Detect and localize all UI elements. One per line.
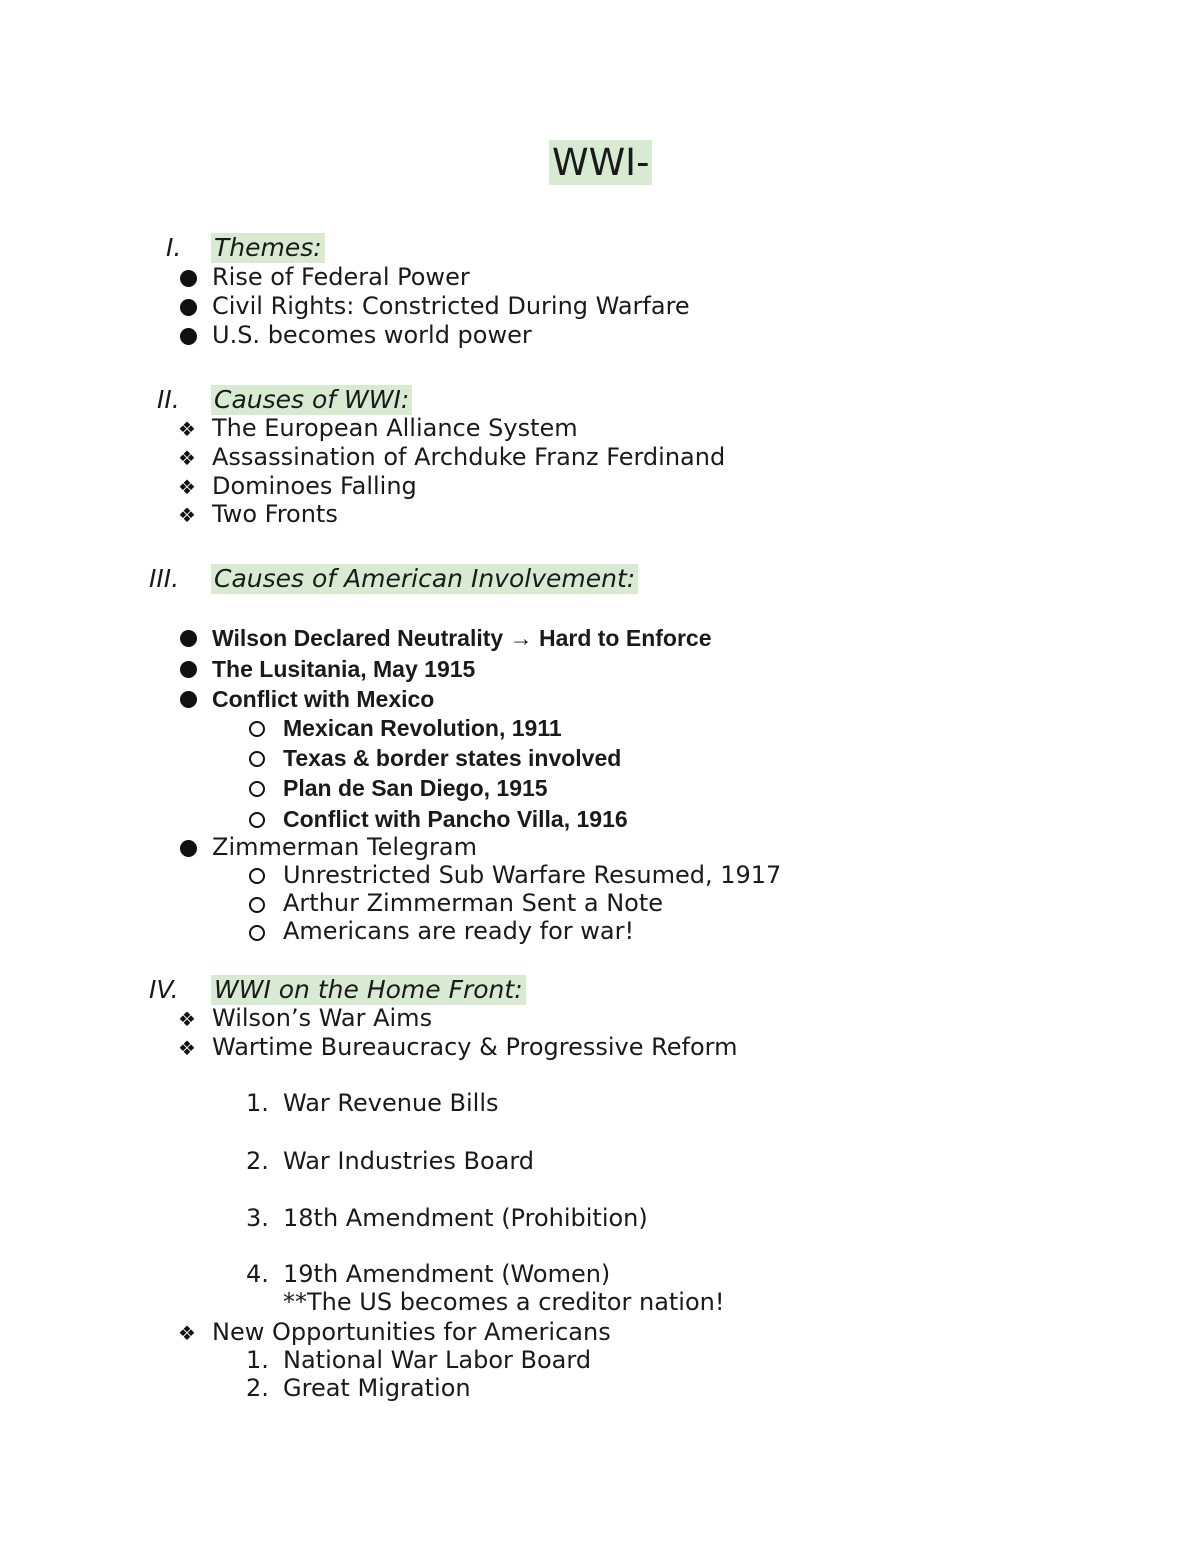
section-numeral: II. <box>157 385 180 414</box>
sub-list-item: Plan de San Diego, 1915 <box>283 775 548 801</box>
bullet-circle-icon <box>249 781 265 797</box>
bullet-disc-icon <box>180 661 197 678</box>
bullet-circle-icon <box>249 721 265 737</box>
list-item: Rise of Federal Power <box>212 263 470 291</box>
list-item: U.S. becomes world power <box>212 321 532 349</box>
bullet-disc-icon <box>180 630 197 647</box>
bullet-disc-icon <box>180 299 197 316</box>
section-heading: Themes: <box>211 233 325 263</box>
sub-list-item: Unrestricted Sub Warfare Resumed, 1917 <box>283 861 782 889</box>
bullet-circle-icon <box>249 812 265 828</box>
bullet-disc-icon <box>180 270 197 287</box>
numbered-item: Great Migration <box>283 1374 471 1402</box>
diamond-bullet-icon: ❖ <box>178 503 196 527</box>
section-numeral: IV. <box>149 975 179 1004</box>
list-item: Dominoes Falling <box>212 472 417 500</box>
list-number: 2. <box>246 1374 269 1402</box>
list-item: Zimmerman Telegram <box>212 833 477 861</box>
list-number: 1. <box>246 1089 269 1117</box>
bullet-disc-icon <box>180 691 197 708</box>
list-number: 3. <box>246 1204 269 1232</box>
list-number: 4. <box>246 1260 269 1288</box>
numbered-item: 19th Amendment (Women) <box>283 1260 611 1288</box>
bullet-circle-icon <box>249 868 265 884</box>
sub-list-item: Conflict with Pancho Villa, 1916 <box>283 806 628 832</box>
sub-list-item: Americans are ready for war! <box>283 917 635 945</box>
bullet-disc-icon <box>180 840 197 857</box>
diamond-bullet-icon: ❖ <box>178 1007 196 1031</box>
list-item: Conflict with Mexico <box>212 686 435 712</box>
list-item: Wilson’s War Aims <box>212 1004 433 1032</box>
bullet-circle-icon <box>249 925 265 941</box>
bullet-circle-icon <box>249 751 265 767</box>
diamond-bullet-icon: ❖ <box>178 417 196 441</box>
numbered-item: 18th Amendment (Prohibition) <box>283 1204 648 1232</box>
list-item: Two Fronts <box>212 500 338 528</box>
numbered-item: War Revenue Bills <box>283 1089 499 1117</box>
section-heading: Causes of American Involvement: <box>211 564 638 594</box>
sub-list-item: Arthur Zimmerman Sent a Note <box>283 889 664 917</box>
sub-list-item: Texas & border states involved <box>283 745 622 771</box>
numbered-item: War Industries Board <box>283 1147 535 1175</box>
section-numeral: III. <box>149 564 180 593</box>
list-item: New Opportunities for Americans <box>212 1318 611 1346</box>
list-item: Wartime Bureaucracy & Progressive Reform <box>212 1033 738 1061</box>
list-item: Civil Rights: Constricted During Warfare <box>212 292 690 320</box>
section-numeral: I. <box>166 233 182 262</box>
section-heading: Causes of WWI: <box>211 385 412 415</box>
list-item: The European Alliance System <box>212 414 578 442</box>
sub-list-item: Mexican Revolution, 1911 <box>283 715 562 741</box>
diamond-bullet-icon: ❖ <box>178 475 196 499</box>
bullet-disc-icon <box>180 328 197 345</box>
diamond-bullet-icon: ❖ <box>178 1321 196 1345</box>
numbered-item: National War Labor Board <box>283 1346 592 1374</box>
list-item: The Lusitania, May 1915 <box>212 656 476 682</box>
note-text: **The US becomes a creditor nation! <box>283 1288 725 1316</box>
list-item: Assassination of Archduke Franz Ferdinand <box>212 443 726 471</box>
bullet-circle-icon <box>249 897 265 913</box>
diamond-bullet-icon: ❖ <box>178 446 196 470</box>
list-item: Wilson Declared Neutrality → Hard to Enforce <box>212 625 712 651</box>
page-title: WWI- <box>549 140 652 185</box>
list-number: 1. <box>246 1346 269 1374</box>
list-number: 2. <box>246 1147 269 1175</box>
section-heading: WWI on the Home Front: <box>211 975 526 1005</box>
diamond-bullet-icon: ❖ <box>178 1036 196 1060</box>
